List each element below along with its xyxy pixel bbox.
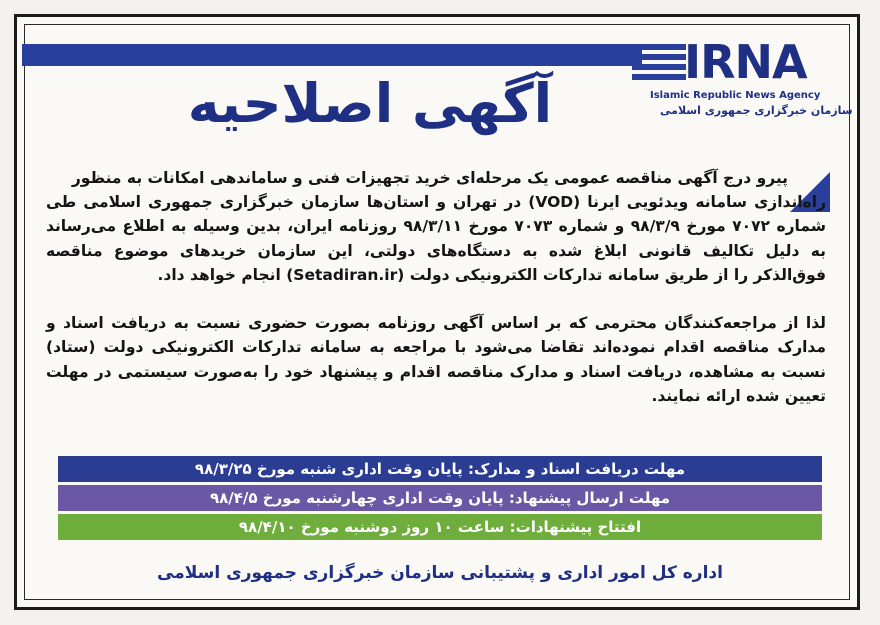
paragraph-2-body: لذا از مراجعه‌کنندگان محترمی که بر اساس آگهی روزنامه بصورت حضوری نسبت به دریافت اسناد و مدارک مناقصه اقدام نموده‌اند تقاضا می‌شود با مراجعه به سامانه تدارکات الکترونیکی دولت (ستاد) نسبت به مشاهده، دریافت اسناد و مدارک مناقصه اقدام و پیشنهاد خود را به‌صورت سیستمی در مهلت تعیین شده ارائه نمایند. bbox=[46, 314, 826, 405]
irna-logo bbox=[632, 35, 853, 128]
irna-logo-subtitle-en: Islamic Republic News Agency bbox=[650, 90, 821, 101]
irna-flag-icon bbox=[632, 44, 686, 88]
issuer-footer: اداره کل امور اداری و پشتیبانی سازمان خبرگزاری جمهوری اسلامی bbox=[157, 563, 723, 583]
header-blue-bar bbox=[22, 44, 642, 66]
paragraph-1-first-line: پیرو درج آگهی مناقصه عمومی یک مرحله‌ای خرید تجهیزات فنی و ساماندهی امکانات به منظور bbox=[71, 169, 788, 187]
deadline-opening: افتتاح پیشنهادات: ساعت ۱۰ روز دوشنبه مورخ ۹۸/۴/۱۰ bbox=[58, 514, 822, 540]
deadline-documents: مهلت دریافت اسناد و مدارک: پایان وقت اداری شنبه مورخ ۹۸/۳/۲۵ bbox=[58, 456, 822, 482]
notice-title: آگهی اصلاحیه bbox=[187, 72, 553, 135]
deadline-submission: مهلت ارسال پیشنهاد: پایان وقت اداری چهارشنبه مورخ ۹۸/۴/۵ bbox=[58, 485, 822, 511]
irna-logo-text: IRNA bbox=[684, 35, 807, 89]
irna-logo-subtitle-fa: سازمان خبرگزاری جمهوری اسلامی bbox=[660, 104, 853, 117]
paragraph-1-body: راه‌اندازی سامانه ویدئویی ایرنا (VOD) در تهران و استان‌ها سازمان خبرگزاری جمهوری اسلامی طی شماره ۷۰۷۲ مورخ ۹۸/۳/۹ و شماره ۷۰۷۳ مورخ ۹۸/۳/۱۱ روزنامه ایران، بدین وسیله به اطلاع می‌رساند به دلیل تکالیف قانونی ابلاغ شده به دستگاه‌های دولتی، این سازمان خریدهای موضوع مناقصه فوق‌الذکر را از طریق سامانه تدارکات الکترونیکی دولت (Setadiran.ir) انجام خواهد داد. bbox=[46, 193, 826, 284]
